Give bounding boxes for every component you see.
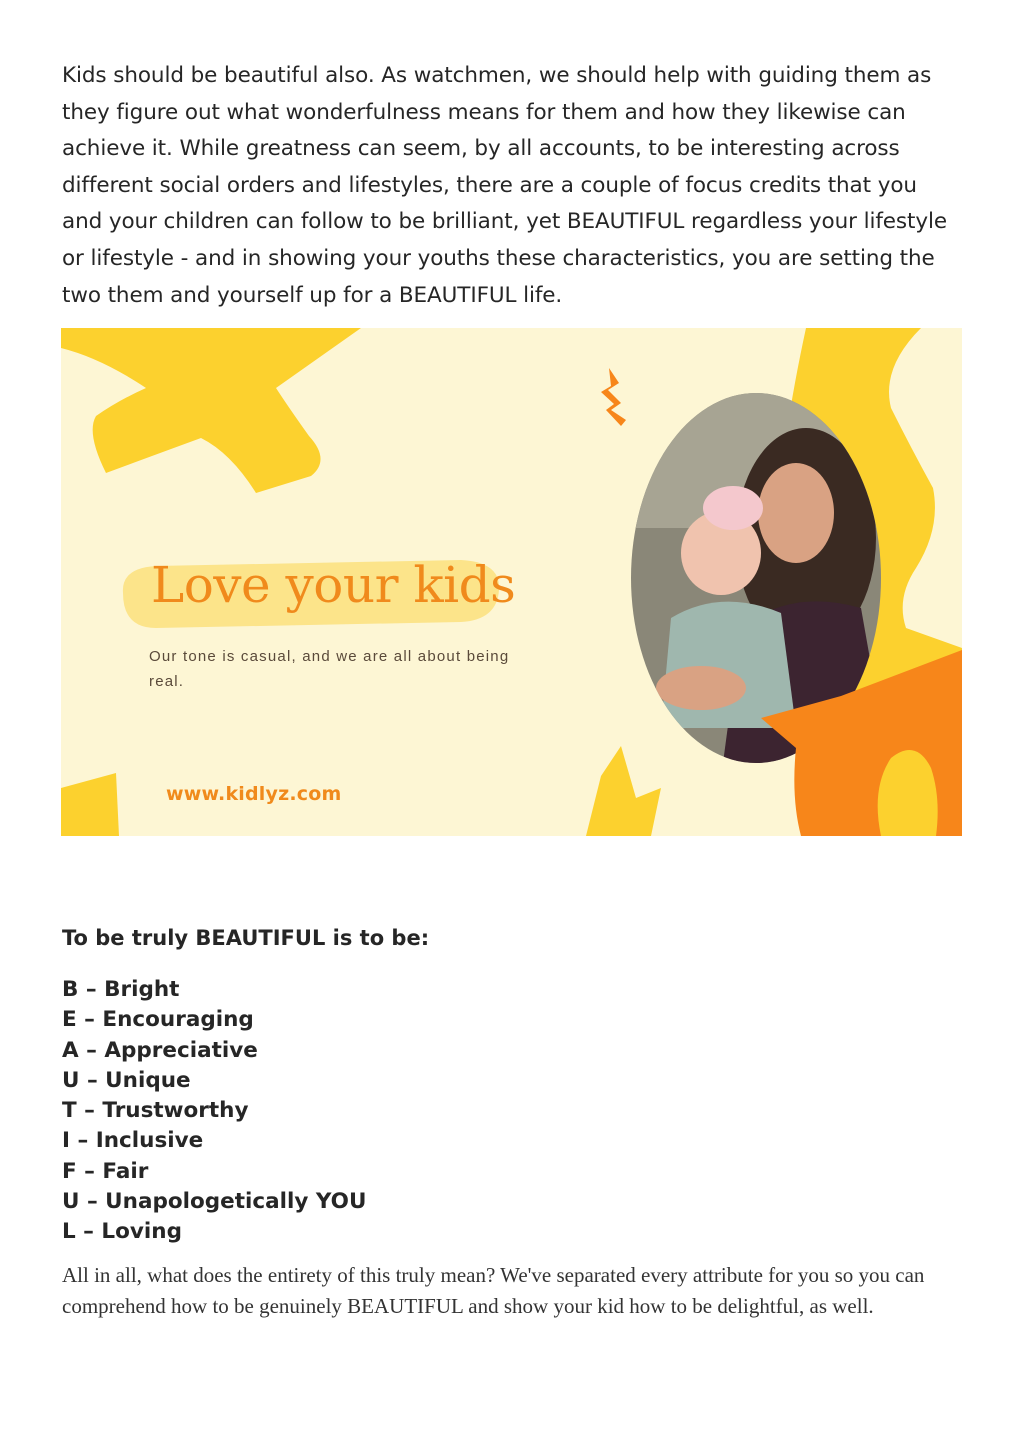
banner-url: www.kidlyz.com xyxy=(166,783,342,805)
list-item: L – Loving xyxy=(62,1219,182,1245)
list-item: A – Appreciative xyxy=(62,1037,258,1063)
intro-paragraph: Kids should be beautiful also. As watchmen, we should help with guiding them as they figure out what wonderfulness means for them and how they likewise can achieve it. While greatness can seem, by all accounts, to be interesting across different social orders and lifestyles, there are a couple of focus credits that you and your children can follow to be brilliant, yet BEAUTIFUL regardless your lifestyle or lifestyle - and in showing your youths these characteristics, you are setting the two them and yourself up for a BEAUTIFUL life. xyxy=(62,63,947,308)
banner-tagline: Our tone is casual, and we are all about being real. xyxy=(149,648,510,690)
list-item: T – Trustworthy xyxy=(62,1098,249,1124)
list-item: I – Inclusive xyxy=(62,1128,204,1154)
list-item: U – Unapologetically YOU xyxy=(62,1189,367,1215)
closing-paragraph: All in all, what does the entirety of this truly mean? We've separated every attribute for you so you can comprehend how to be genuinely BEAUTIFUL and show your kid how to be delightful, as well. xyxy=(62,1263,925,1318)
section-heading: To be truly BEAUTIFUL is to be: xyxy=(62,926,430,950)
list-item: U – Unique xyxy=(62,1067,191,1093)
beautiful-acrostic-list xyxy=(62,975,366,1248)
love-your-kids-banner xyxy=(61,328,962,836)
list-item: E – Encouraging xyxy=(62,1007,254,1033)
banner-title: Love your kids xyxy=(151,556,516,614)
list-item: B – Bright xyxy=(62,977,180,1002)
list-item: F – Fair xyxy=(62,1158,149,1184)
